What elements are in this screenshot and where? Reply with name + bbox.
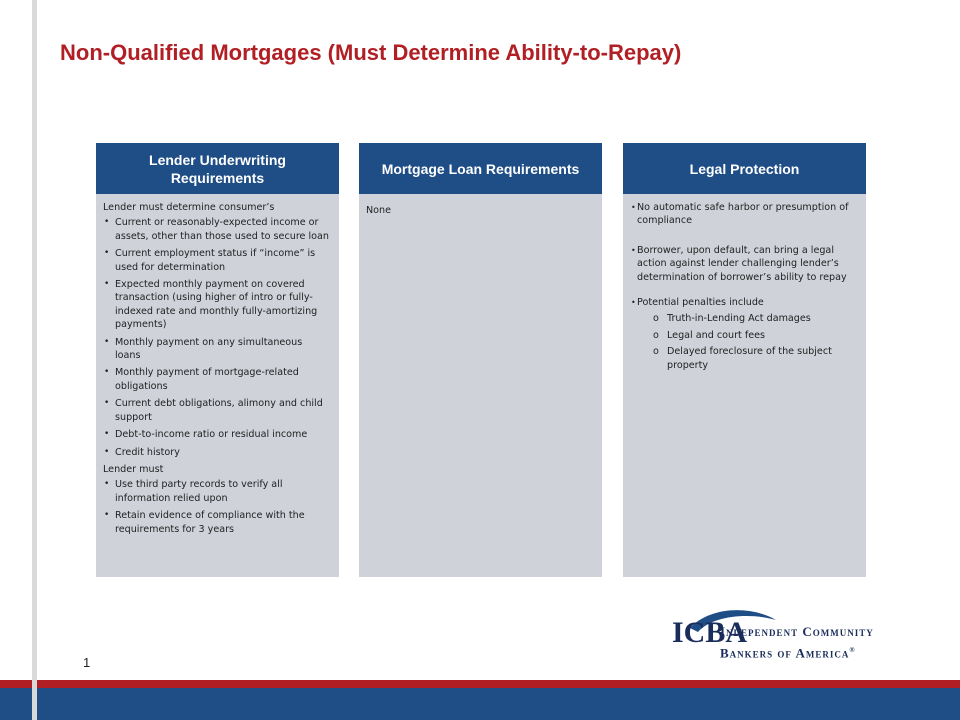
column-body bbox=[623, 194, 866, 372]
list-item: o Truth-in-Lending Act damages bbox=[647, 312, 854, 325]
icba-swoosh-icon bbox=[668, 606, 778, 668]
list-item: • Debt-to-income ratio or residual income bbox=[103, 428, 329, 441]
bullet-list bbox=[103, 216, 329, 459]
list-item: o Legal and court fees bbox=[647, 329, 854, 342]
icba-logo bbox=[668, 602, 904, 672]
footer-divider bbox=[32, 680, 37, 720]
column-heading: Lender Underwriting Requirements bbox=[96, 143, 339, 194]
icba-logo-mark bbox=[668, 606, 778, 668]
list-item: o Delayed foreclosure of the subject property bbox=[647, 345, 854, 372]
footer-red-band bbox=[0, 680, 960, 688]
column-heading: Mortgage Loan Requirements bbox=[359, 143, 602, 194]
list-item: • Credit history bbox=[103, 446, 329, 459]
list-item: • Current employment status if “income” is used for determination bbox=[103, 247, 329, 274]
legal-point bbox=[631, 296, 854, 372]
legal-point: • Borrower, upon default, can bring a legal action against lender challenging lender’s determination of borrower’s ability to repay bbox=[631, 244, 854, 284]
list-item: • Current debt obligations, alimony and child support bbox=[103, 397, 329, 424]
logo-line-1: Independent Community bbox=[720, 624, 874, 640]
list-item: • Retain evidence of compliance with the requirements for 3 years bbox=[103, 509, 329, 536]
lead-text: Lender must bbox=[103, 463, 164, 475]
lead-text: Lender must determine consumer’s bbox=[103, 202, 275, 213]
registered-mark: ® bbox=[849, 646, 856, 655]
page-number: 1 bbox=[83, 655, 91, 670]
legal-point-text: Potential penalties include bbox=[637, 297, 764, 309]
column-lender-underwriting bbox=[96, 143, 339, 577]
bullet-list bbox=[103, 478, 329, 536]
body-text: None bbox=[366, 205, 392, 216]
left-vertical-rule bbox=[32, 0, 37, 720]
list-item: • Use third party records to verify all information relied upon bbox=[103, 478, 329, 505]
column-body bbox=[359, 194, 602, 217]
slide-title: Non-Qualified Mortgages (Must Determine Ability-to-Repay) bbox=[60, 40, 682, 65]
penalty-list bbox=[637, 312, 854, 372]
logo-line-2-text: Bankers of America bbox=[720, 645, 850, 661]
footer-blue-band bbox=[0, 688, 960, 720]
list-item: • Monthly payment of mortgage-related obligations bbox=[103, 366, 329, 393]
legal-point: • No automatic safe harbor or presumption of compliance bbox=[631, 201, 854, 228]
column-mortgage-loan bbox=[359, 143, 602, 577]
list-item: • Monthly payment on any simultaneous loans bbox=[103, 336, 329, 363]
list-item: • Expected monthly payment on covered transaction (using higher of intro or fully-indexed rate and monthly fully-amortizing payments) bbox=[103, 278, 329, 332]
column-body bbox=[96, 194, 339, 536]
column-legal-protection bbox=[623, 143, 866, 577]
list-item: • Current or reasonably-expected income or assets, other than those used to secure loan bbox=[103, 216, 329, 243]
logo-acronym: ICBA bbox=[672, 616, 748, 649]
column-heading: Legal Protection bbox=[623, 143, 866, 194]
